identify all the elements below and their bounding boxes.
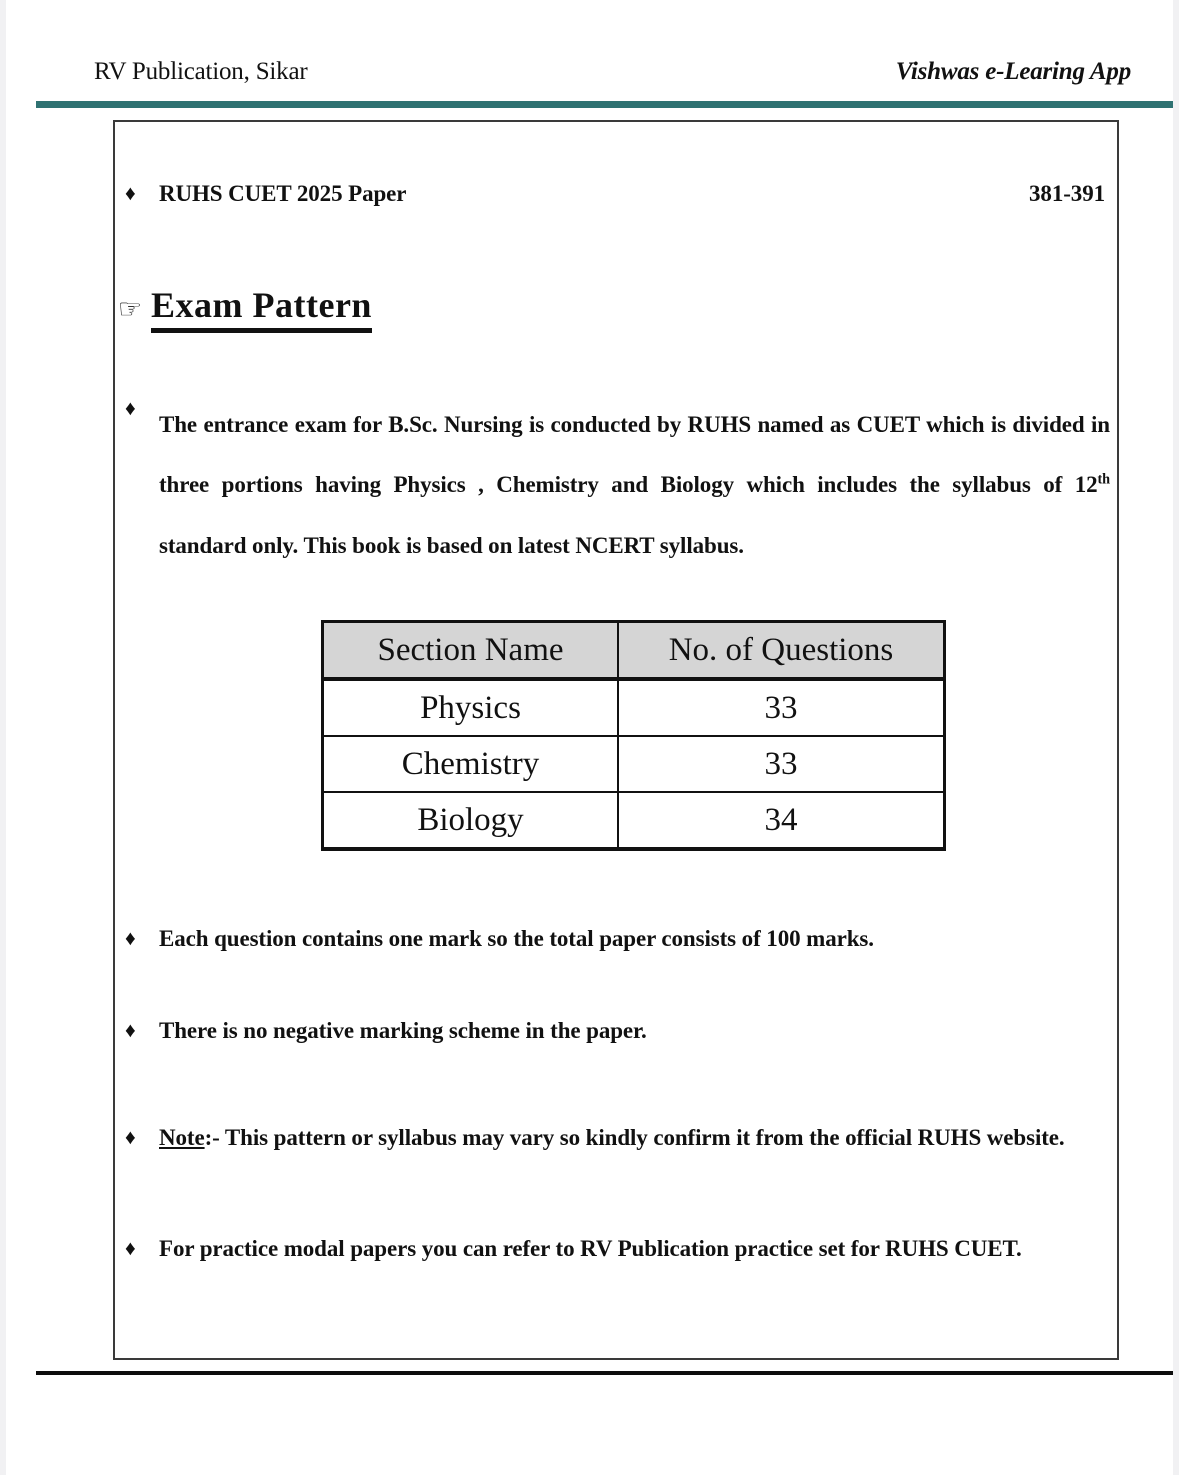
section-heading-label: Exam Pattern bbox=[151, 285, 372, 333]
bullet-diamond-icon: ♦ bbox=[125, 1125, 136, 1149]
cell-count-physics: 33 bbox=[618, 679, 945, 736]
cell-section-biology: Biology bbox=[323, 792, 619, 849]
exam-pattern-table-wrapper bbox=[321, 620, 946, 851]
publisher-name: RV Publication, Sikar bbox=[94, 58, 308, 85]
paper-title: RUHS CUET 2025 Paper bbox=[159, 181, 407, 206]
app-name: Vishwas e-Learing App bbox=[895, 58, 1131, 85]
intro-paragraph-row bbox=[125, 395, 1110, 576]
page-range: 381-391 bbox=[1029, 181, 1105, 206]
bullet-note bbox=[125, 1124, 1110, 1153]
paper-title-line bbox=[159, 180, 1105, 209]
running-header bbox=[30, 58, 1143, 98]
document-page bbox=[6, 0, 1173, 1475]
bullet-practice-reference-text: For practice modal papers you can refer to RV Publication practice set for RUHS CUET. bbox=[159, 1236, 1022, 1261]
table-header-row bbox=[323, 622, 945, 680]
bullet-practice-reference bbox=[125, 1235, 1110, 1264]
pointing-hand-icon: ☞ bbox=[117, 293, 143, 324]
intro-text-part2: standard only. This book is based on latest NCERT syllabus. bbox=[159, 532, 744, 558]
bullet-negative-marking bbox=[125, 1017, 1085, 1046]
table-row bbox=[323, 679, 945, 736]
bullet-total-marks-text: Each question contains one mark so the total paper consists of 100 marks. bbox=[159, 926, 874, 951]
note-body: :- This pattern or syllabus may vary so kindly confirm it from the official RUHS website. bbox=[204, 1125, 1065, 1150]
footer-divider bbox=[36, 1371, 1173, 1375]
cell-count-biology: 34 bbox=[618, 792, 945, 849]
bullet-note-text bbox=[159, 1124, 1110, 1153]
intro-paragraph bbox=[159, 395, 1110, 576]
bullet-diamond-icon: ♦ bbox=[125, 396, 136, 420]
bullet-negative-marking-text: There is no negative marking scheme in the paper. bbox=[159, 1018, 647, 1043]
intro-superscript: th bbox=[1097, 471, 1110, 488]
cell-section-physics: Physics bbox=[323, 679, 619, 736]
cell-section-chemistry: Chemistry bbox=[323, 736, 619, 792]
paper-title-row bbox=[125, 180, 1105, 209]
bullet-diamond-icon: ♦ bbox=[125, 1018, 136, 1042]
content-box bbox=[113, 120, 1119, 1360]
cell-count-chemistry: 33 bbox=[618, 736, 945, 792]
column-header-question-count: No. of Questions bbox=[618, 622, 945, 680]
table-row bbox=[323, 736, 945, 792]
header-divider bbox=[36, 101, 1173, 108]
bullet-diamond-icon: ♦ bbox=[125, 926, 136, 950]
note-label: Note bbox=[159, 1125, 205, 1150]
section-heading bbox=[109, 285, 372, 333]
exam-pattern-table bbox=[321, 620, 946, 851]
bullet-diamond-icon: ♦ bbox=[125, 181, 136, 205]
bullet-diamond-icon: ♦ bbox=[125, 1236, 136, 1260]
table-row bbox=[323, 792, 945, 849]
column-header-section-name: Section Name bbox=[323, 622, 619, 680]
bullet-total-marks bbox=[125, 925, 1085, 954]
intro-text-part1: The entrance exam for B.Sc. Nursing is conducted by RUHS named as CUET which is divided in three portions having Physics , Chemistry and Biology which includes the syllabus of 12 bbox=[159, 412, 1110, 498]
